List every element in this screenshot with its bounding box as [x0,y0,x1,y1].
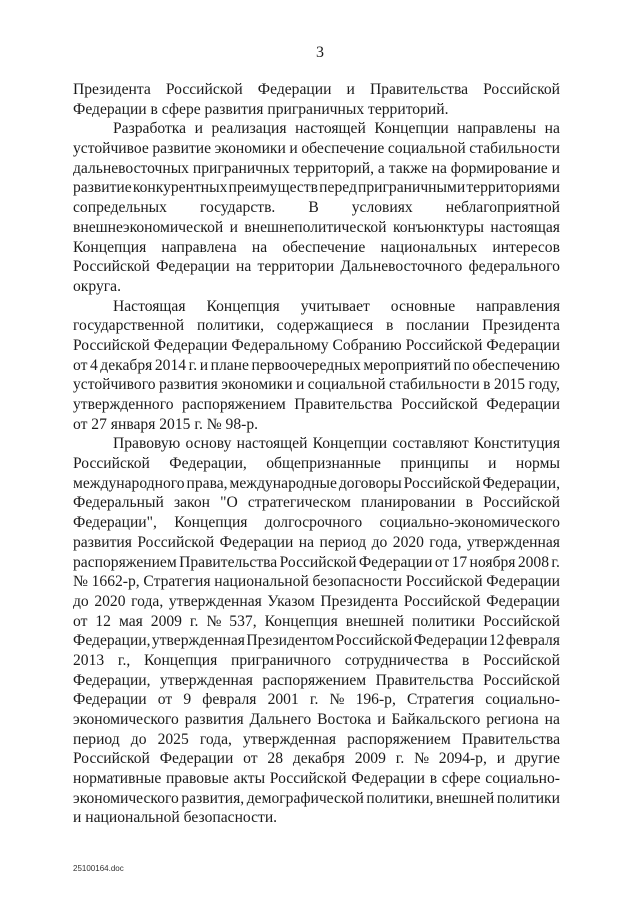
text-line: Федерации, утвержденная распоряжением Правительства Российской [73,671,560,689]
text-line: Настоящая Концепция учитывает основные направления [113,297,560,315]
text-line: Российской Федерации, общепризнанные принципы и нормы [73,455,560,473]
text-line: внешнеэкономической и внешнеполитической конъюнктуры настоящая [73,218,560,236]
text-line: Концепция направлена на обеспечение национальных интересов [73,238,560,256]
text-line: государственной политики, содержащиеся в послании Президента [73,317,560,335]
text-line: Федерации в сфере развития приграничных территорий. [73,100,449,118]
text-line: экономического развития Дальнего Востока и Байкальского региона на [73,711,560,728]
text-line: Федерации от 9 февраля 2001 г. № 196-р, Стратегия социально- [73,691,560,709]
paragraph [73,434,560,828]
text-line: Российской Федерации на территории Дальневосточного федерального [73,258,560,276]
document-body [73,80,560,828]
paragraph [73,119,560,296]
text-line: экономического развития, демографической политики, внешней политики [73,789,560,807]
text-line: Российской Федерации от 28 декабря 2009 г. № 2094-р, и другие [73,750,560,768]
text-line: Правовую основу настоящей Концепции составляют Конституция [113,435,560,453]
text-line: до 2020 года, утвержденная Указом Президента Российской Федерации [73,592,560,610]
text-line: № 1662-р, Стратегия национальной безопасности Российской Федерации [73,573,560,591]
text-line: сопредельных государств. В условиях неблагоприятной [73,199,560,217]
text-line: Российской Федерации Федеральному Собранию Российской Федерации [73,336,560,354]
text-line: Федерации, утвержденная Президентом Российской Федерации 12 февраля [73,632,560,650]
text-line: устойчивое развитие экономики и обеспечение социальной стабильности [73,140,560,158]
document-filename-footer: 25100164.doc [73,864,124,873]
text-line: утвержденного распоряжением Правительства Российской Федерации [73,396,560,413]
text-line: нормативные правовые акты Российской Федерации в сфере социально- [73,770,560,788]
text-line: Федерации", Концепция долгосрочного социально-экономического [73,514,560,532]
text-line: международного права, международные договоры Российской Федерации, [73,474,560,492]
text-line: развития Российской Федерации на период до 2020 года, утвержденная [73,533,560,551]
text-line: развитие конкурентных преимуществ перед приграничными территориями [73,179,560,197]
text-line: дальневосточных приграничных территорий, а также на формирование и [73,159,560,177]
text-line: от 12 мая 2009 г. № 537, Концепция внешней политики Российской [73,612,560,630]
text-line: распоряжением Правительства Российской Федерации от 17 ноября 2008 г. [73,553,560,571]
paragraph [73,80,560,119]
text-line: от 27 января 2015 г. № 98-р. [73,415,259,433]
page-number: 3 [316,44,324,61]
text-line: от 4 декабря 2014 г. и плане первоочередных мероприятий по обеспечению [73,356,560,374]
text-line: округа. [73,277,121,295]
text-line: Федеральный закон "О стратегическом планировании в Российской [73,494,560,512]
text-line: 2013 г., Концепция приграничного сотрудничества в Российской [73,651,560,669]
paragraph [73,297,560,435]
text-line: Президента Российской Федерации и Правительства Российской [73,81,560,98]
text-line: и национальной безопасности. [73,809,278,827]
text-line: период до 2025 года, утвержденная распоряжением Правительства [73,730,560,748]
text-line: устойчивого развития экономики и социальной стабильности в 2015 году, [73,376,560,394]
text-line: Разработка и реализация настоящей Концепции направлены на [113,120,560,138]
